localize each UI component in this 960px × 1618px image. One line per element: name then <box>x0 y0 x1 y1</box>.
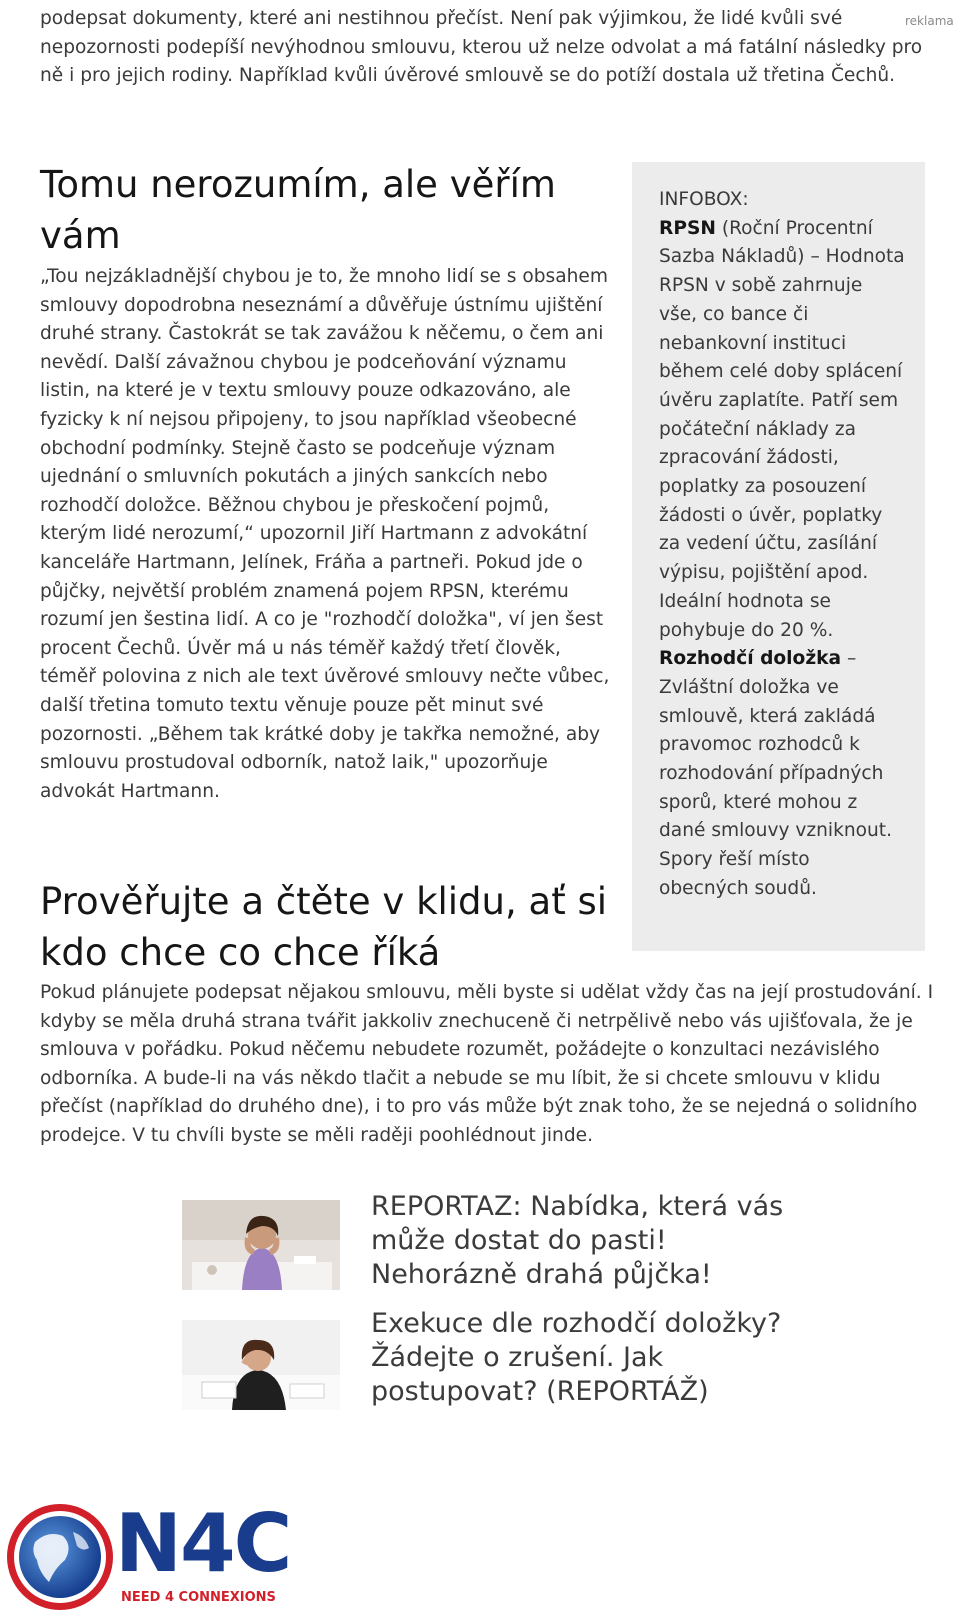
intro-paragraph: podepsat dokumenty, které ani nestihnou přečíst. Není pak výjimkou, že lidé kvůli své nepozornosti podepíší nevýhodnou smlouvu, kterou už nelze odvolat a má fatální následky pro ně i pro jejich rodiny. Například kvůli úvěrové smlouvě se do potíží dostala už třetina Čechů. <box>40 8 923 87</box>
section-body-check: Pokud plánujete podepsat nějakou smlouvu, měli byste si udělat vždy čas na její prostudování. I kdyby se měla druhá strana tvářit jakkoliv znechuceně či netrpělivě nebo vás ujišťovala, že je smlouva v pořádku. Pokud něčemu nebudete rozumět, požádejte o konzultaci nezávislého odborníka. A bude-li na vás někdo tlačit a nebude se mu líbit, že si chcete smlouvu v klidu přečíst (například do druhého dne), i to pro vás může být znak toho, že se nejedná o solidního prodejce. V tu chvíli byste se měli raději poohlédnout jinde. <box>40 982 934 1146</box>
related-article-thumbnail[interactable] <box>182 1200 340 1290</box>
infobox <box>632 162 925 951</box>
infobox-def-rpsn: (Roční Procentní Sazba Nákladů) – Hodnota RPSN v sobě zahrnuje vše, co bance či nebankovní instituci během celé doby splácení úvěru zaplatíte. Patří sem počáteční náklady za zpracování žádosti, poplatky za posouzení žádosti o úvěr, poplatky za vedení účtu, zasílání výpisu, pojištění apod. Ideální hodnota se pohybuje do 20 %. <box>659 217 905 641</box>
related-article-thumbnail[interactable] <box>182 1320 340 1410</box>
ad-label: reklama <box>905 14 954 28</box>
infobox-term-rpsn: RPSN <box>659 217 716 239</box>
section-heading-check: Prověřujte a čtěte v klidu, ať si kdo chce co chce říká <box>40 880 608 974</box>
related-article-title[interactable]: Exekuce dle rozhodčí doložky? Žádejte o zrušení. Jak postupovat? (REPORTÁŽ) <box>371 1308 782 1407</box>
infobox-arbitration <box>659 645 905 903</box>
logo-tagline: NEED 4 CONNEXIONS <box>121 1590 276 1605</box>
section-body-trust: „Tou nejzákladnější chybou je to, že mnoho lidí se s obsahem smlouvy dopodrobna neseznámí a důvěřuje ústnímu ujištění druhé strany. Častokrát se tak zavážou k něčemu, o čem ani nevědí. Další závažnou chybou je podceňování významu listin, na které je v textu smlouvy pouze odkazováno, ale fyzicky k ní nejsou připojeny, to jsou například všeobecné obchodní podmínky. Stejně často se podceňuje význam ujednání o smluvních pokutách a jiných sankcích nebo rozhodčí doložce. Běžnou chybou je přeskočení pojmů, kterým lidé nerozumí,“ upozornil Jiří Hartmann z advokátní kanceláře Hartmann, Jelínek, Fráňa a partneři. Pokud jde o půjčky, největší problém znamená pojem RPSN, kterému rozumí jen šestina lidí. A co je "rozhodčí doložka", ví jen šest procent Čechů. Úvěr má u nás téměř každý třetí člověk, téměř polovina z nich ale text úvěrové smlouvy nečte vůbec, další třetina tomuto textu věnuje pouze pět minut své pozornosti. „Během tak krátké doby je takřka nemožné, aby smlouvu prostudoval odborník, natož laik," upozorňuje advokát Hartmann. <box>40 266 610 802</box>
infobox-title: INFOBOX: <box>659 189 749 210</box>
related-article-title[interactable]: REPORTAZ: Nabídka, která vás může dostat do pasti! Nehorázně drahá půjčka! <box>371 1191 784 1290</box>
section-heading-trust: Tomu nerozumím, ale věřím vám <box>40 163 556 257</box>
infobox-rpsn <box>659 215 905 646</box>
logo-wordmark: N4C <box>115 1497 291 1590</box>
infobox-def-arbitration: – Zvláštní doložka ve smlouvě, která zakládá pravomoc rozhodců k rozhodování případných sporů, které mohou z dané smlouvy vzniknout. Spory řeší místo obecných soudů. <box>659 648 893 899</box>
infobox-term-arbitration: Rozhodčí doložka <box>659 648 842 670</box>
n4c-logo <box>3 1497 291 1614</box>
